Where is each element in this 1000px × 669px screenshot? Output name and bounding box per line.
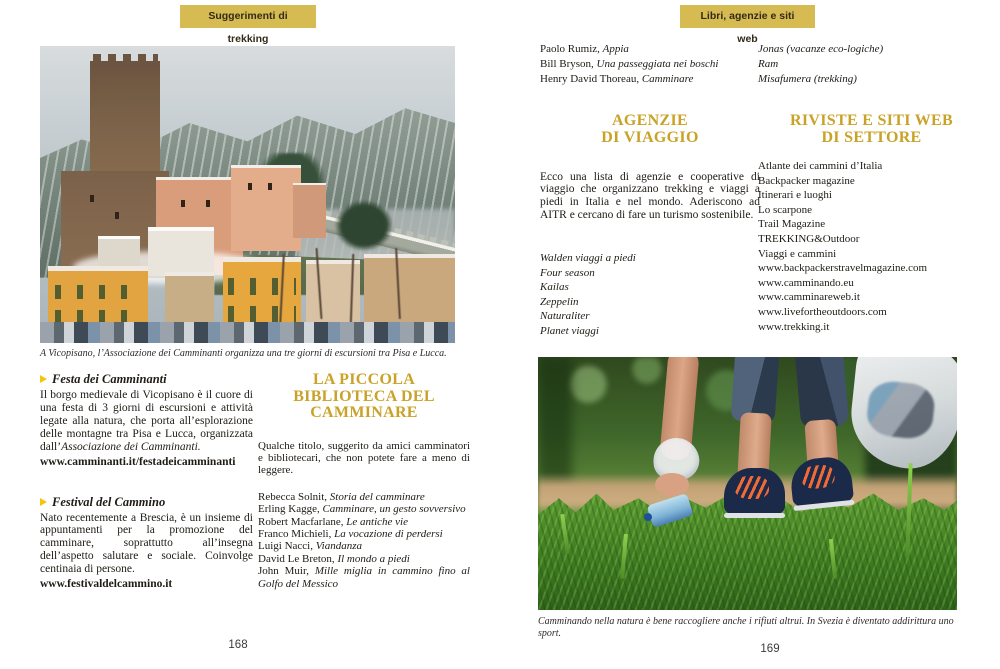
events-column	[40, 372, 253, 617]
magazine-website-item[interactable]: Trail Magazine	[758, 218, 826, 231]
window-shape	[206, 200, 210, 207]
list-item: Misafumera (trekking)	[758, 72, 857, 85]
book-entry: Franco Michieli, La vocazione di perdersi	[258, 527, 443, 540]
italic-list-continued	[758, 42, 985, 86]
magazine-website-item[interactable]: Lo scarpone	[758, 203, 813, 216]
chapter-tab-left: Suggerimenti di trekking	[180, 5, 316, 28]
salmon-building-shape	[293, 183, 326, 238]
magazine-website-item[interactable]: TREKKING&Outdoor	[758, 232, 860, 245]
castle-photo	[40, 46, 455, 343]
window-shape	[268, 183, 272, 190]
book-entry: Luigi Nacci, Viandanza	[258, 540, 362, 553]
magazine-website-item[interactable]: www.trekking.it	[758, 320, 830, 333]
magazine-website-list	[758, 159, 985, 334]
book-entry: Robert Macfarlane, Le antiche vie	[258, 515, 408, 528]
heading-line: DI VIAGGIO	[601, 128, 699, 146]
book-entry: Henry David Thoreau, Camminare	[540, 72, 694, 85]
agency-item: Kailas	[540, 281, 569, 294]
agency-list	[540, 251, 760, 339]
magazine-website-item[interactable]: Atlante dei cammini d’Italia	[758, 160, 883, 172]
magazine-website-item[interactable]: www.backpackerstravelmagazine.com	[758, 262, 928, 275]
heading-line: AGENZIE	[612, 112, 688, 129]
book-list-continued	[540, 42, 760, 86]
tree-shape	[335, 200, 393, 250]
yellow-arrow-icon	[40, 375, 47, 383]
book-entry: David Le Breton, Il mondo a piedi	[258, 552, 410, 565]
magazines-heading	[758, 113, 985, 146]
salmon-building-shape	[231, 165, 302, 251]
list-item: Ram	[758, 57, 779, 70]
library-intro: Qualche titolo, suggerito da amici camminatori e bibliotecari, che non potete fare a meno di leggere.	[258, 439, 470, 477]
castle-photo-caption: A Vicopisano, l’Associazione dei Camminanti organizza una tre giorni di escursioni tra Pisa e Lucca.	[40, 348, 447, 359]
agency-item: Zeppelin	[540, 295, 579, 308]
agency-item: Walden viaggi a piedi	[540, 252, 636, 264]
window-shape	[181, 200, 185, 207]
magazine-website-item[interactable]: www.camminareweb.it	[758, 291, 860, 304]
magazine-website-item[interactable]: www.camminando.eu	[758, 276, 854, 289]
dark-tree-shape	[538, 357, 572, 489]
section-title-text: Festival del Cammino	[52, 494, 166, 509]
book-entry: Erling Kagge, Camminare, un gesto sovversivo	[258, 503, 466, 516]
heading-line: RIVISTE E SITI WEB	[790, 112, 953, 129]
list-item: Jonas (vacanze eco-logiche)	[758, 43, 884, 55]
agency-item: Four season	[540, 266, 595, 279]
plogging-photo-caption: Camminando nella natura è bene raccogliere anche i rifiuti altrui. In Svezia è diventato addirittura uno sport.	[538, 616, 954, 639]
magazine-website-item[interactable]: Itinerari e luoghi	[758, 189, 832, 202]
website-link[interactable]: www.festivaldelcammino.it	[40, 578, 173, 591]
library-heading	[258, 372, 470, 422]
book-entry: Bill Bryson, Una passeggiata nei boschi	[540, 57, 719, 70]
parked-cars-strip	[40, 322, 455, 343]
white-house-shape	[148, 227, 214, 276]
section-title	[40, 495, 253, 509]
website-link[interactable]: www.camminanti.it/festadeicamminanti	[40, 455, 236, 468]
window-shape	[248, 183, 252, 190]
window-shape	[90, 195, 94, 202]
section-title-text: Festa dei Camminanti	[52, 372, 167, 386]
agency-item: Naturaliter	[540, 310, 590, 323]
event-section	[40, 495, 253, 592]
section-title	[40, 372, 253, 386]
heading-line: CAMMINARE	[310, 404, 418, 421]
magazine-website-item[interactable]: Viaggi e cammini	[758, 247, 837, 260]
heading-line: BIBLIOTECA DEL	[293, 387, 435, 405]
library-column	[258, 372, 470, 590]
book-entry: Paolo Rumiz, Appia	[540, 43, 629, 55]
hand-shape	[655, 473, 689, 496]
yellow-arrow-icon	[40, 498, 47, 506]
event-section	[40, 372, 253, 469]
book-list	[258, 491, 470, 590]
window-shape	[115, 212, 119, 219]
section-body: Nato recentemente a Brescia, è un insieme di appuntamenti per la promozione del camminare, soprattutto all’insegna dell’aspetto salutare e sociale. Coinvolge centinaia di persone.	[40, 511, 253, 576]
magazine-website-item[interactable]: Backpacker magazine	[758, 174, 855, 187]
right-leg-shape	[794, 357, 849, 430]
book-entry: Rebecca Solnit, Storia del camminare	[258, 490, 425, 503]
book-entry: John Muir, Mille miglia in cammino fino al Golfo del Messico	[258, 565, 470, 590]
heading-line: DI SETTORE	[821, 128, 922, 146]
plogging-photo	[538, 357, 957, 610]
heading-line: LA PICCOLA	[312, 371, 416, 388]
chapter-tab-right: Libri, agenzie e siti web	[680, 5, 815, 28]
agency-item: Planet viaggi	[540, 324, 599, 337]
agencies-intro: Ecco una lista di agenzie e cooperative di viaggio che organizzano trekking e viaggi a piedi in Italia e nel mondo. Aderiscono ad AITR e cercano di fare un turismo sostenibile.	[540, 170, 760, 222]
sneaker-shape	[724, 468, 785, 516]
magazine-website-item[interactable]: www.livefortheoutdoors.com	[758, 305, 887, 318]
page-number-left: 168	[228, 639, 248, 651]
agencies-heading	[540, 113, 760, 146]
section-body: Il borgo medievale di Vicopisano è il cuore di una festa di 3 giorni di escursioni e attività legate alla natura, che porta all’esplorazione delle montagne tra Pisa e Lucca, organizzata dall’Associazione dei Camminanti.	[40, 389, 253, 453]
page-number-right: 169	[760, 643, 780, 655]
